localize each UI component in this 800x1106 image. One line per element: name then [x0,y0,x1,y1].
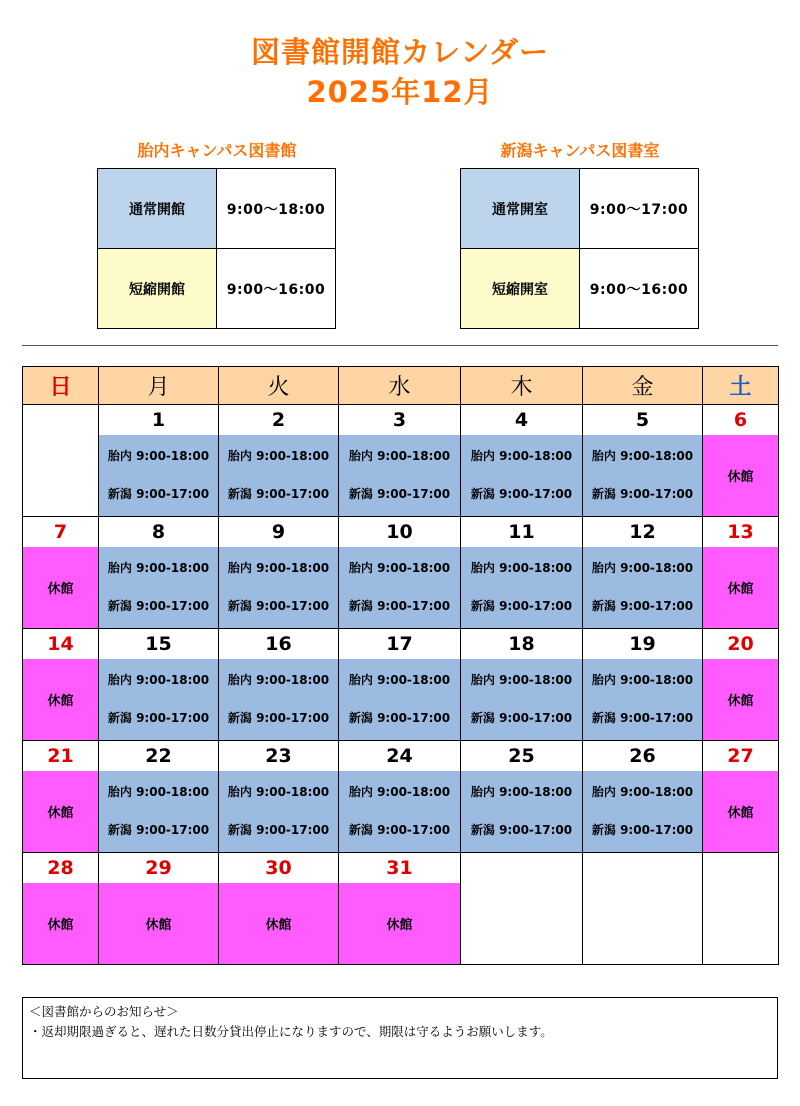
day-status-closed [339,883,461,965]
day-status-blank [23,435,99,517]
day-number: 6 [703,405,779,436]
hours-tainai: 胎内 9:00-18:00 [591,561,694,575]
day-status-closed [219,883,339,965]
day-status-open [461,771,583,853]
hours-table-niigata [460,168,699,329]
notice-body: ・返却期限過ぎると、遅れた日数分貸出停止になりますので、期限は守るようお願いします。 [29,1024,553,1039]
status-row [23,659,779,741]
day-status-closed [23,771,99,853]
day-status-open [219,435,339,517]
status-row [23,883,779,965]
library-name-niigata: 新潟キャンパス図書室 [500,141,660,160]
hours-label-short: 短縮開館 [98,249,217,329]
day-number: 25 [461,741,583,772]
day-status-open [99,435,219,517]
day-status-open [461,659,583,741]
closed-label: 休館 [47,582,74,597]
hours-tainai: 胎内 9:00-18:00 [470,449,573,463]
day-number: 1 [99,405,219,436]
day-number: 10 [339,517,461,548]
day-status-open [583,435,703,517]
hours-niigata: 新潟 9:00-17:00 [227,599,330,613]
day-number: 13 [703,517,779,548]
weekday-thursday: 木 [461,367,583,405]
status-row [23,771,779,853]
hours-tainai: 胎内 9:00-18:00 [348,785,451,799]
hours-niigata: 新潟 9:00-17:00 [591,487,694,501]
notice-heading: ＜図書館からのお知らせ＞ [29,1004,179,1019]
hours-tainai: 胎内 9:00-18:00 [107,561,210,575]
day-number: 23 [219,741,339,772]
hours-tainai: 胎内 9:00-18:00 [348,449,451,463]
day-status-closed [23,659,99,741]
day-number: 2 [219,405,339,436]
day-status-closed [23,883,99,965]
hours-value-normal: 9:00〜18:00 [217,169,336,249]
day-number: 4 [461,405,583,436]
hours-niigata: 新潟 9:00-17:00 [591,711,694,725]
hours-niigata: 新潟 9:00-17:00 [107,599,210,613]
date-row [23,405,779,436]
hours-niigata: 新潟 9:00-17:00 [470,711,573,725]
day-number: 27 [703,741,779,772]
hours-niigata: 新潟 9:00-17:00 [107,823,210,837]
weekday-tuesday: 火 [219,367,339,405]
day-status-open [339,771,461,853]
day-status-open [339,547,461,629]
weekday-saturday: 土 [703,367,779,405]
day-status-open [339,435,461,517]
closed-label: 休館 [47,918,74,933]
hours-value-normal: 9:00〜17:00 [580,169,699,249]
hours-tainai: 胎内 9:00-18:00 [227,561,330,575]
day-number [23,405,99,436]
day-status-open [583,547,703,629]
day-number: 5 [583,405,703,436]
hours-niigata: 新潟 9:00-17:00 [348,823,451,837]
hours-tainai: 胎内 9:00-18:00 [470,673,573,687]
closed-label: 休館 [145,918,172,933]
day-number: 19 [583,629,703,660]
day-number: 17 [339,629,461,660]
hours-value-short: 9:00〜16:00 [580,249,699,329]
day-status-open [99,547,219,629]
day-status-blank [583,883,703,965]
day-number: 28 [23,853,99,884]
hours-value-short: 9:00〜16:00 [217,249,336,329]
day-status-open [339,659,461,741]
hours-tainai: 胎内 9:00-18:00 [227,673,330,687]
day-number: 7 [23,517,99,548]
day-status-open [583,659,703,741]
hours-tainai: 胎内 9:00-18:00 [227,449,330,463]
day-status-open [99,771,219,853]
hours-niigata: 新潟 9:00-17:00 [227,487,330,501]
closed-label: 休館 [727,470,754,485]
day-status-blank [703,883,779,965]
day-status-closed [703,547,779,629]
closed-label: 休館 [47,694,74,709]
page-title: 図書館開館カレンダー [250,35,550,69]
hours-niigata: 新潟 9:00-17:00 [348,487,451,501]
notice-box [22,997,778,1079]
hours-tainai: 胎内 9:00-18:00 [107,785,210,799]
hours-tainai: 胎内 9:00-18:00 [591,785,694,799]
hours-niigata: 新潟 9:00-17:00 [348,711,451,725]
day-number [583,853,703,884]
hours-tainai: 胎内 9:00-18:00 [591,449,694,463]
library-name-tainai: 胎内キャンパス図書館 [137,141,297,160]
weekday-monday: 月 [99,367,219,405]
day-status-open [99,659,219,741]
closed-label: 休館 [727,694,754,709]
day-status-open [461,547,583,629]
day-number [703,853,779,884]
closed-label: 休館 [47,806,74,821]
calendar-table [22,366,779,965]
date-row [23,741,779,772]
day-status-open [219,659,339,741]
day-number: 11 [461,517,583,548]
day-status-closed [23,547,99,629]
status-row [23,435,779,517]
day-number: 29 [99,853,219,884]
day-number: 26 [583,741,703,772]
closed-label: 休館 [727,582,754,597]
weekday-header-row [23,367,779,405]
day-number: 16 [219,629,339,660]
hours-niigata: 新潟 9:00-17:00 [227,711,330,725]
day-number: 15 [99,629,219,660]
day-status-closed [703,659,779,741]
hours-tainai: 胎内 9:00-18:00 [227,785,330,799]
date-row [23,517,779,548]
day-number: 3 [339,405,461,436]
day-status-open [219,771,339,853]
hours-niigata: 新潟 9:00-17:00 [470,823,573,837]
hours-tainai: 胎内 9:00-18:00 [107,449,210,463]
day-status-open [583,771,703,853]
hours-niigata: 新潟 9:00-17:00 [470,487,573,501]
hours-niigata: 新潟 9:00-17:00 [591,823,694,837]
page-subtitle-month: 2025年12月 [306,75,494,109]
hours-label-normal: 通常開館 [98,169,217,249]
hours-label-short: 短縮開室 [461,249,580,329]
date-row [23,629,779,660]
hours-tainai: 胎内 9:00-18:00 [107,673,210,687]
day-number: 18 [461,629,583,660]
day-status-open [461,435,583,517]
day-number: 30 [219,853,339,884]
day-number [461,853,583,884]
closed-label: 休館 [727,806,754,821]
hours-niigata: 新潟 9:00-17:00 [470,599,573,613]
day-status-closed [703,435,779,517]
status-row [23,547,779,629]
day-number: 22 [99,741,219,772]
day-status-closed [99,883,219,965]
day-number: 14 [23,629,99,660]
weekday-wednesday: 水 [339,367,461,405]
hours-tainai: 胎内 9:00-18:00 [470,785,573,799]
hours-niigata: 新潟 9:00-17:00 [591,599,694,613]
day-number: 31 [339,853,461,884]
day-number: 21 [23,741,99,772]
hours-label-normal: 通常開室 [461,169,580,249]
day-number: 9 [219,517,339,548]
day-number: 24 [339,741,461,772]
date-row [23,853,779,884]
hours-tainai: 胎内 9:00-18:00 [348,673,451,687]
day-number: 8 [99,517,219,548]
day-number: 20 [703,629,779,660]
hours-tainai: 胎内 9:00-18:00 [470,561,573,575]
closed-label: 休館 [386,918,413,933]
hours-niigata: 新潟 9:00-17:00 [107,487,210,501]
day-status-blank [461,883,583,965]
closed-label: 休館 [265,918,292,933]
hours-niigata: 新潟 9:00-17:00 [227,823,330,837]
hours-tainai: 胎内 9:00-18:00 [348,561,451,575]
day-status-open [219,547,339,629]
divider [22,345,778,346]
hours-niigata: 新潟 9:00-17:00 [348,599,451,613]
weekday-sunday: 日 [23,367,99,405]
day-status-closed [703,771,779,853]
hours-tainai: 胎内 9:00-18:00 [591,673,694,687]
day-number: 12 [583,517,703,548]
hours-table-tainai [97,168,336,329]
hours-niigata: 新潟 9:00-17:00 [107,711,210,725]
weekday-friday: 金 [583,367,703,405]
